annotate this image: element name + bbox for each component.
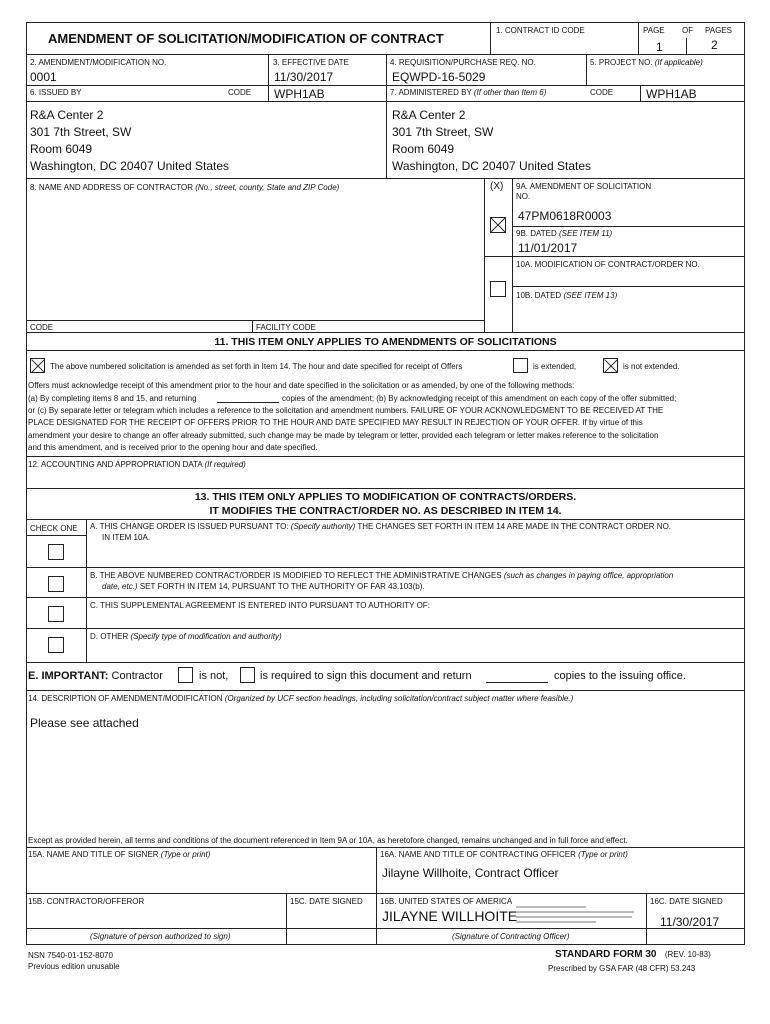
item-13a-line-1: A. THIS CHANGE ORDER IS ISSUED PURSUANT TO: (Specify authority) THE CHANGES SET FORTH IN ITEM 14 ARE MADE IN THE CONTRACT ORDER NO. — [90, 522, 672, 531]
item-13c-checkbox[interactable] — [48, 606, 64, 622]
signer-name-label: 15A. NAME AND TITLE OF SIGNER (Type or print) — [28, 850, 211, 859]
item-11-para-2b: copies of the amendment; (b) By acknowledging receipt of this amendment on each copy of the offer submitted; — [282, 394, 677, 403]
contracting-officer-name-value: Jilayne Willhoite, Contract Officer — [382, 866, 559, 880]
amend-sol-label: 9A. AMENDMENT OF SOLICITATION — [516, 182, 652, 191]
item-11-para-3: or (c) By separate letter or telegram which includes a reference to the solicitation and amendment numbers. FAILURE OF YOUR ACKNOWLEDGMENT TO BE RECEIVED AT THE — [28, 406, 664, 415]
is-not-required-checkbox[interactable] — [178, 667, 193, 683]
issued-code-value: WPH1AB — [274, 87, 325, 101]
effective-date-value: 11/30/2017 — [274, 70, 334, 84]
form-title: AMENDMENT OF SOLICITATION/MODIFICATION OF CONTRACT — [48, 31, 444, 46]
solicitation-amended-checkbox[interactable] — [30, 358, 45, 373]
is-extended-checkbox[interactable] — [513, 358, 528, 373]
digital-signature-stamp — [516, 905, 638, 925]
amendment-no-label: 2. AMENDMENT/MODIFICATION NO. — [30, 58, 167, 67]
is-extended-label: is extended, — [533, 362, 577, 371]
admin-address-line: R&A Center 2 — [392, 108, 466, 122]
date-signed-16c-label: 16C. DATE SIGNED — [650, 897, 723, 906]
date-signed-16c-value: 11/30/2017 — [660, 915, 720, 929]
facility-code-label: FACILITY CODE — [256, 323, 316, 332]
amend-sol-value: 47PM0618R0003 — [518, 209, 612, 223]
requisition-label: 4. REQUISITION/PURCHASE REQ. NO. — [390, 58, 536, 67]
administered-by-label: 7. ADMINISTERED BY (If other than Item 6) — [390, 88, 547, 97]
amend-sol-checkbox[interactable] — [490, 217, 506, 233]
requisition-value: EQWPD-16-5029 — [392, 70, 486, 84]
item-13d-checkbox[interactable] — [48, 637, 64, 653]
item-11-para-1: Offers must acknowledge receipt of this amendment prior to the hour and date specified in the solicitation or as amended, by one of the following methods: — [28, 381, 575, 390]
contracting-officer-name-label: 16A. NAME AND TITLE OF CONTRACTING OFFICER (Type or print) — [380, 850, 628, 859]
item-11-para-4: PLACE DESIGNATED FOR THE RECEIPT OF OFFERS PRIOR TO THE HOUR AND DATE SPECIFIED MAY RESULT IN REJECTION OF YOUR OFFER. If by virtue of this — [28, 418, 643, 427]
issued-address-line: R&A Center 2 — [30, 108, 104, 122]
x-mark-label: (X) — [490, 181, 504, 192]
copies-label: copies to the issuing office. — [554, 670, 686, 682]
accounting-label: 12. ACCOUNTING AND APPROPRIATION DATA (If required) — [28, 460, 246, 469]
previous-edition: Previous edition unusable — [28, 962, 120, 971]
page-value: 1 — [656, 40, 663, 54]
admin-address-line: Room 6049 — [392, 142, 455, 156]
important-line: E. IMPORTANT: Contractor — [28, 670, 163, 682]
modification-checkbox[interactable] — [490, 281, 506, 297]
of-label: OF — [682, 26, 694, 35]
date-signed-15c-label: 15C. DATE SIGNED — [290, 897, 363, 906]
dated-10b-label: 10B. DATED (SEE ITEM 13) — [516, 291, 618, 300]
item-14-value: Please see attached — [30, 716, 139, 730]
item-13d-label: D. OTHER (Specify type of modification and authority) — [90, 632, 282, 641]
issued-address-line: Washington, DC 20407 United States — [30, 159, 230, 173]
issued-by-label: 6. ISSUED BY — [30, 88, 82, 97]
item-11-para-6: and this amendment, and is received prior to the opening hour and date specified. — [28, 443, 318, 452]
issued-address-line: Room 6049 — [30, 142, 93, 156]
united-states-label: 16B. UNITED STATES OF AMERICA — [380, 897, 513, 906]
code-label: CODE — [30, 323, 54, 332]
modification-no-label: 10A. MODIFICATION OF CONTRACT/ORDER NO. — [516, 260, 700, 269]
issued-code-label: CODE — [228, 88, 252, 97]
issued-address-line: 301 7th Street, SW — [30, 125, 132, 139]
signature-15-caption: (Signature of person authorized to sign) — [90, 932, 231, 941]
signature-name: JILAYNE WILLHOITE — [382, 908, 518, 924]
item-13b-checkbox[interactable] — [48, 576, 64, 592]
item-14-label: 14. DESCRIPTION OF AMENDMENT/MODIFICATION (Organized by UCF section headings, including solicitation/contract subject matter where feasible.) — [28, 694, 574, 703]
item-13b-line-2: date, etc.) SET FORTH IN ITEM 14, PURSUANT TO THE AUTHORITY OF FAR 43.103(b). — [102, 582, 425, 591]
contractor-offeror-label: 15B. CONTRACTOR/OFFEROR — [28, 897, 145, 906]
item-11-line-1: The above numbered solicitation is amended as set forth in Item 14. The hour and date specified for receipt of Offers — [50, 362, 463, 371]
signature-16-caption: (Signature of Contracting Officer) — [452, 932, 570, 941]
is-not-extended-checkbox[interactable] — [603, 358, 618, 373]
admin-code-value: WPH1AB — [646, 87, 697, 101]
item-11-heading: 11. THIS ITEM ONLY APPLIES TO AMENDMENTS OF SOLICITATIONS — [214, 336, 557, 348]
item-13a-line-2: IN ITEM 10A. — [102, 533, 151, 542]
is-required-label: is required to sign this document and return — [260, 670, 472, 682]
is-required-checkbox[interactable] — [240, 667, 255, 683]
pages-label: PAGES — [705, 26, 732, 35]
dated-9b-value: 11/01/2017 — [518, 241, 578, 255]
prescribed-by: Prescribed by GSA FAR (48 CFR) 53.243 — [548, 964, 696, 973]
admin-code-label: CODE — [590, 88, 614, 97]
amendment-no-value: 0001 — [30, 70, 57, 84]
pages-value: 2 — [711, 38, 718, 52]
item-13b-line-1: B. THE ABOVE NUMBERED CONTRACT/ORDER IS MODIFIED TO REFLECT THE ADMINISTRATIVE CHANGES (such as changes in paying office, appropriation — [90, 571, 674, 580]
project-no-label: 5. PROJECT NO. (If applicable) — [590, 58, 703, 67]
amend-sol-label-2: NO. — [516, 192, 531, 201]
dated-9b-label: 9B. DATED (SEE ITEM 11) — [516, 229, 613, 238]
page-label: PAGE — [643, 26, 665, 35]
nsn-number: NSN 7540-01-152-8070 — [28, 951, 113, 960]
item-13a-checkbox[interactable] — [48, 544, 64, 560]
check-one-label: CHECK ONE — [30, 524, 78, 533]
except-text: Except as provided herein, all terms and conditions of the document referenced in Item 9A or 10A, as heretofore changed, remains unchanged and in full force and effect. — [28, 836, 628, 845]
effective-date-label: 3. EFFECTIVE DATE — [273, 58, 349, 67]
is-not-extended-label: is not extended. — [623, 362, 680, 371]
item-11-para-5: amendment your desire to change an offer already submitted, such change may be made by telegram or letter, provided each telegram or letter makes reference to the solicitation — [28, 431, 659, 440]
admin-address-line: 301 7th Street, SW — [392, 125, 494, 139]
admin-address-line: Washington, DC 20407 United States — [392, 159, 592, 173]
contractor-name-label: 8. NAME AND ADDRESS OF CONTRACTOR (No., street, county, State and ZIP Code) — [30, 183, 340, 192]
item-13c-label: C. THIS SUPPLEMENTAL AGREEMENT IS ENTERED INTO PURSUANT TO AUTHORITY OF: — [90, 601, 430, 610]
item-11-para-2a: (a) By completing items 8 and 15, and returning — [28, 394, 197, 403]
is-not-label: is not, — [199, 670, 229, 682]
item-13-heading-1: 13. THIS ITEM ONLY APPLIES TO MODIFICATION OF CONTRACTS/ORDERS. — [194, 491, 577, 503]
item-13-heading-2: IT MODIFIES THE CONTRACT/ORDER NO. AS DESCRIBED IN ITEM 14. — [209, 505, 562, 517]
contract-id-label: 1. CONTRACT ID CODE — [496, 26, 585, 35]
standard-form-number: STANDARD FORM 30 (REV. 10-83) — [555, 949, 711, 960]
